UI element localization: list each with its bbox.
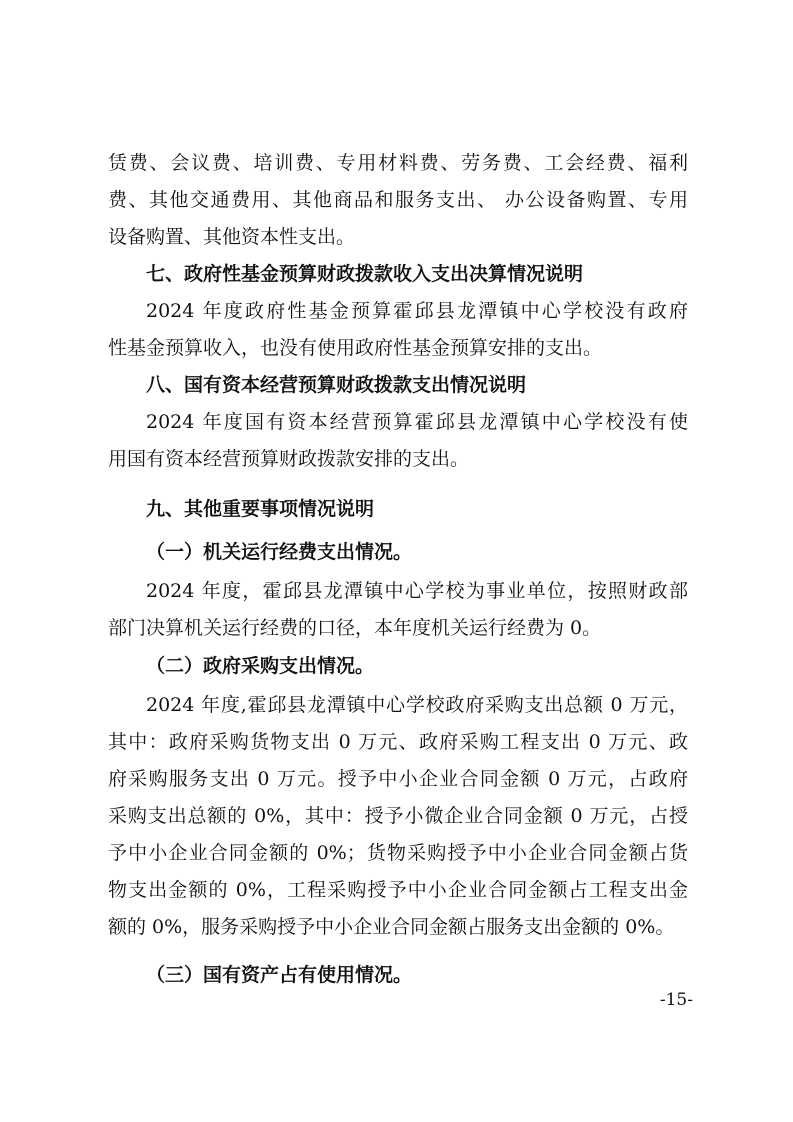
paragraph-line: 其中：政府采购货物支出 0 万元、政府采购工程支出 0 万元、政 xyxy=(108,731,688,753)
paragraph-line: 设备购置、其他资本性支出。 xyxy=(108,226,356,248)
paragraph-line: 用国有资本经营预算财政拨款安排的支出。 xyxy=(108,448,470,470)
paragraph-line: 性基金预算收入，也没有使用政府性基金预算安排的支出。 xyxy=(108,337,603,359)
paragraph-line: 予中小企业合同金额的 0%；货物采购授予中小企业合同金额占货 xyxy=(108,842,688,864)
paragraph-line: 府采购服务支出 0 万元。授予中小企业合同金额 0 万元，占政府 xyxy=(108,768,688,790)
page-number: -15- xyxy=(659,990,693,1010)
paragraph-line: 2024 年度,霍邱县龙潭镇中心学校政府采购支出总额 0 万元， xyxy=(146,694,688,716)
paragraph-line: 额的 0%，服务采购授予中小企业合同金额占服务支出金额的 0%。 xyxy=(108,916,675,938)
paragraph-line: 物支出金额的 0%，工程采购授予中小企业合同金额占工程支出金 xyxy=(108,879,688,901)
section-9-heading: 九、其他重要事项情况说明 xyxy=(146,498,375,520)
section-8-heading: 八、国有资本经营预算财政拨款支出情况说明 xyxy=(146,374,527,396)
paragraph-line: 部门决算机关运行经费的口径，本年度机关运行经费为 0。 xyxy=(108,617,602,639)
paragraph-line: 费、其他交通费用、其他商品和服务支出、 办公设备购置、专用 xyxy=(108,189,688,211)
subsection-2-heading: （二）政府采购支出情况。 xyxy=(146,655,375,677)
subsection-3-heading: （三）国有资产占有使用情况。 xyxy=(146,964,413,986)
paragraph-line: 2024 年度政府性基金预算霍邱县龙潭镇中心学校没有政府 xyxy=(146,300,688,322)
paragraph-line: 2024 年度国有资本经营预算霍邱县龙潭镇中心学校没有使 xyxy=(146,411,688,433)
subsection-1-heading: （一）机关运行经费支出情况。 xyxy=(146,541,413,563)
paragraph-line: 采购支出总额的 0%，其中：授予小微企业合同金额 0 万元，占授 xyxy=(108,805,688,827)
section-7-heading: 七、政府性基金预算财政拨款收入支出决算情况说明 xyxy=(146,263,584,285)
paragraph-line: 2024 年度，霍邱县龙潭镇中心学校为事业单位，按照财政部 xyxy=(146,580,688,602)
paragraph-line: 赁费、会议费、培训费、专用材料费、劳务费、工会经费、福利 xyxy=(108,152,688,174)
